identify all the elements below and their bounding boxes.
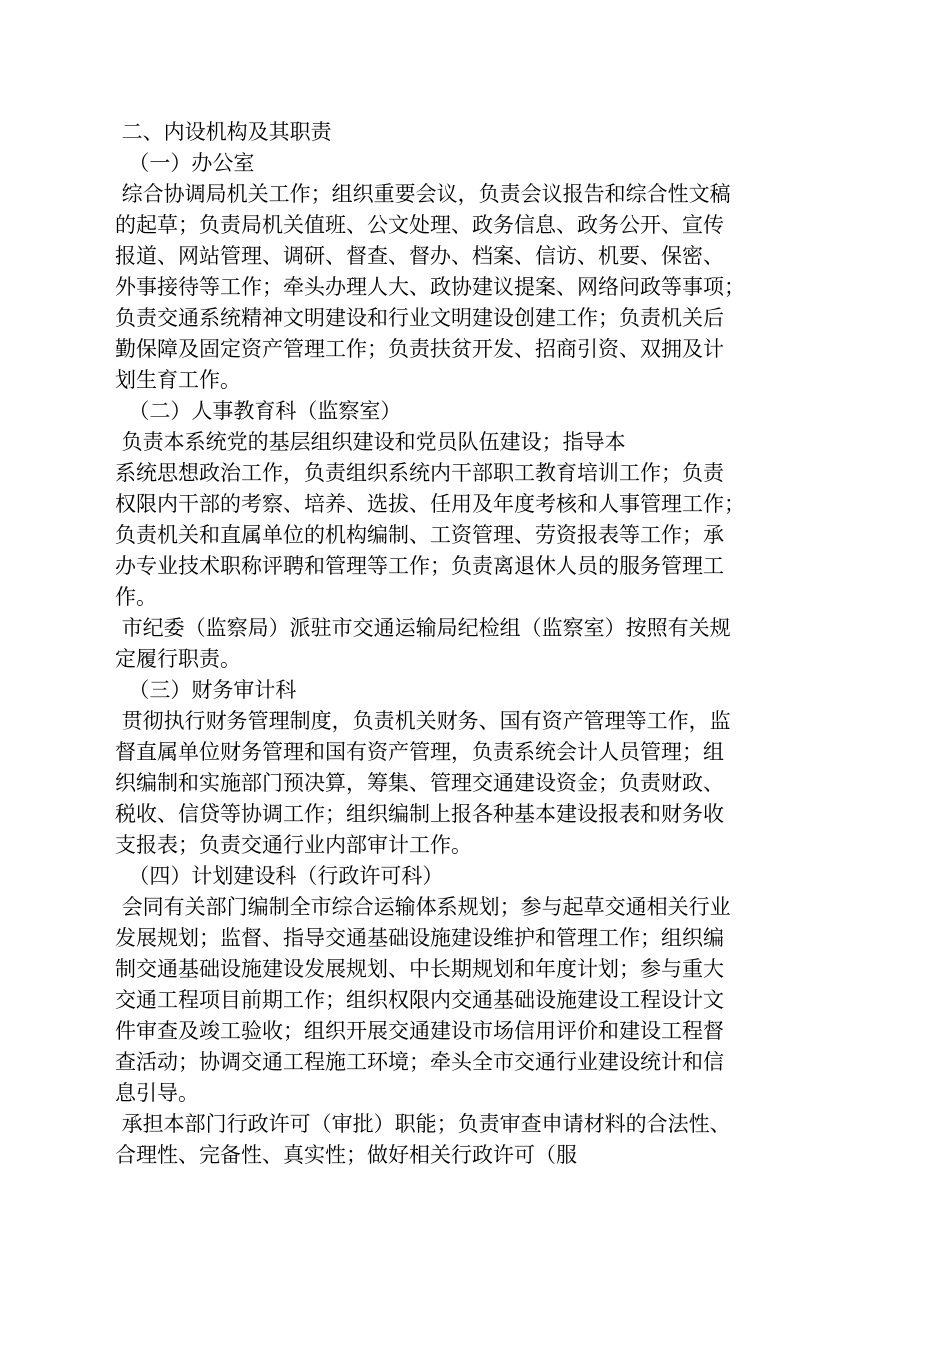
section-heading: 二、内设机构及其职责 (115, 120, 332, 144)
subsection-heading-personnel: （二）人事教育科（监察室） (115, 399, 402, 423)
paragraph-line: 织编制和实施部门预决算，筹集、管理交通建设资金；负责财政、 (115, 771, 724, 795)
paragraph-line: 发展规划；监督、指导交通基础设施建设维护和管理工作；组织编 (115, 926, 724, 950)
document-body (115, 117, 770, 1171)
paragraph-line: 定履行职责。 (115, 647, 241, 671)
subsection-heading-planning: （四）计划建设科（行政许可科） (115, 864, 444, 888)
paragraph-line: 办专业技术职称评聘和管理等工作；负责离退休人员的服务管理工 (115, 554, 724, 578)
paragraph-line: 市纪委（监察局）派驻市交通运输局纪检组（监察室）按照有关规 (115, 616, 731, 640)
paragraph-line: 督直属单位财务管理和国有资产管理，负责系统会计人员管理；组 (115, 740, 724, 764)
paragraph-line: 作。 (115, 585, 157, 609)
paragraph-line: 会同有关部门编制全市综合运输体系规划；参与起草交通相关行业 (115, 895, 731, 919)
paragraph-line: 支报表；负责交通行业内部审计工作。 (115, 833, 472, 857)
paragraph-line: 系统思想政治工作，负责组织系统内干部职工教育培训工作；负责 (115, 461, 724, 485)
paragraph-line: 贯彻执行财务管理制度，负责机关财务、国有资产管理等工作，监 (115, 709, 731, 733)
paragraph-line: 划生育工作。 (115, 368, 241, 392)
paragraph-line: 负责交通系统精神文明建设和行业文明建设创建工作；负责机关后 (115, 306, 724, 330)
subsection-heading-finance: （三）财务审计科 (115, 678, 297, 702)
paragraph-line: 的起草；负责局机关值班、公文处理、政务信息、政务公开、宣传 (115, 213, 724, 237)
paragraph-line: 税收、信贷等协调工作；组织编制上报各种基本建设报表和财务收 (115, 802, 724, 826)
paragraph-line: 报道、网站管理、调研、督查、督办、档案、信访、机要、保密、 (115, 244, 724, 268)
paragraph-line: 合理性、完备性、真实性；做好相关行政许可（服 (115, 1143, 577, 1167)
paragraph-line: 勤保障及固定资产管理工作；负责扶贫开发、招商引资、双拥及计 (115, 337, 724, 361)
paragraph-line: 负责机关和直属单位的机构编制、工资管理、劳资报表等工作；承 (115, 523, 724, 547)
paragraph-line: 交通工程项目前期工作；组织权限内交通基础设施建设工程设计文 (115, 988, 724, 1012)
paragraph-line: 综合协调局机关工作；组织重要会议，负责会议报告和综合性文稿 (115, 182, 731, 206)
paragraph-line: 制交通基础设施建设发展规划、中长期规划和年度计划；参与重大 (115, 957, 724, 981)
paragraph-line: 外事接待等工作；牵头办理人大、政协建议提案、网络问政等事项； (115, 275, 745, 299)
paragraph-line: 查活动；协调交通工程施工环境；牵头全市交通行业建设统计和信 (115, 1050, 724, 1074)
paragraph-line: 息引导。 (115, 1081, 199, 1105)
paragraph-line: 负责本系统党的基层组织建设和党员队伍建设；指导本 (115, 430, 626, 454)
subsection-heading-office: （一）办公室 (115, 151, 255, 175)
paragraph-line: 件审查及竣工验收；组织开展交通建设市场信用评价和建设工程督 (115, 1019, 724, 1043)
paragraph-line: 承担本部门行政许可（审批）职能；负责审查申请材料的合法性、 (115, 1112, 731, 1136)
paragraph-line: 权限内干部的考察、培养、选拔、任用及年度考核和人事管理工作； (115, 492, 745, 516)
